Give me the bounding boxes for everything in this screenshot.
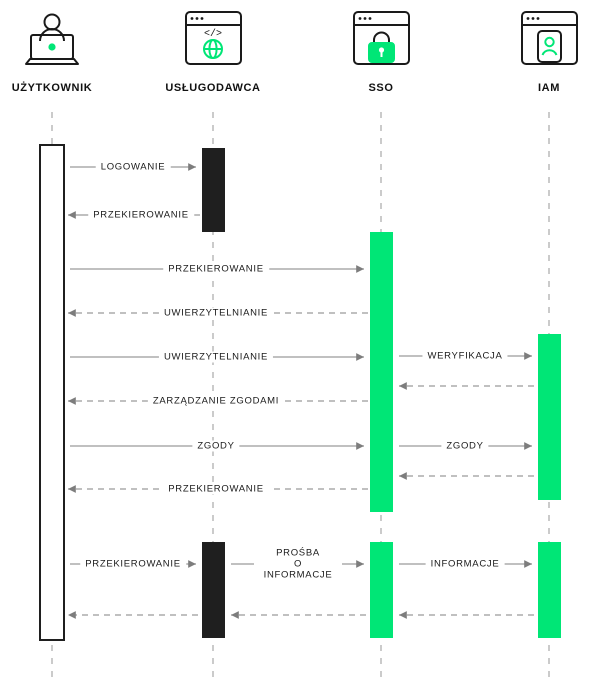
message-label-przekierowanie-4: PRZEKIEROWANIE (80, 559, 186, 570)
activation-uzytkownik (40, 145, 64, 640)
browser-lock-icon (354, 12, 409, 64)
message-label-przekierowanie-2: PRZEKIEROWANIE (163, 264, 269, 275)
svg-text:</>: </> (203, 29, 223, 40)
message-label-zarzadzanie-zgodami: ZARZĄDZANIE ZGODAMI (148, 396, 284, 407)
actor-label-iam: IAM (538, 82, 560, 94)
activation-uslugodawca-2 (202, 542, 225, 638)
message-label-uwierzytelnianie-1: UWIERZYTELNIANIE (159, 308, 273, 319)
message-label-prosba-o-informacje (254, 548, 342, 581)
user-laptop-icon (26, 15, 78, 65)
browser-person-badge-icon (522, 12, 577, 64)
activation-sso-1 (370, 232, 393, 512)
message-label-weryfikacja: WERYFIKACJA (422, 351, 507, 362)
message-label-przekierowanie-3: PRZEKIEROWANIE (163, 484, 269, 495)
activation-sso-2 (370, 542, 393, 638)
message-label-logowanie: LOGOWANIE (96, 162, 171, 173)
browser-code-globe-icon (186, 12, 241, 64)
actor-label-uzytkownik: UŻYTKOWNIK (11, 82, 93, 94)
message-label-informacje: INFORMACJE (426, 559, 505, 570)
message-label-prosba-line2: O INFORMACJE (263, 558, 333, 581)
actor-label-sso: SSO (368, 82, 394, 94)
lifelines (52, 112, 549, 684)
message-label-przekierowanie-1: PRZEKIEROWANIE (88, 210, 194, 221)
message-label-zgody-1: ZGODY (192, 441, 239, 452)
message-label-prosba-line1: PROŚBA (276, 547, 320, 559)
actor-label-uslugodawca: USŁUGODAWCA (165, 82, 261, 94)
message-label-zgody-2: ZGODY (441, 441, 488, 452)
message-label-uwierzytelnianie-2: UWIERZYTELNIANIE (159, 352, 273, 363)
activation-iam-2 (538, 542, 561, 638)
activation-uslugodawca-1 (202, 148, 225, 232)
activation-iam-1 (538, 334, 561, 500)
